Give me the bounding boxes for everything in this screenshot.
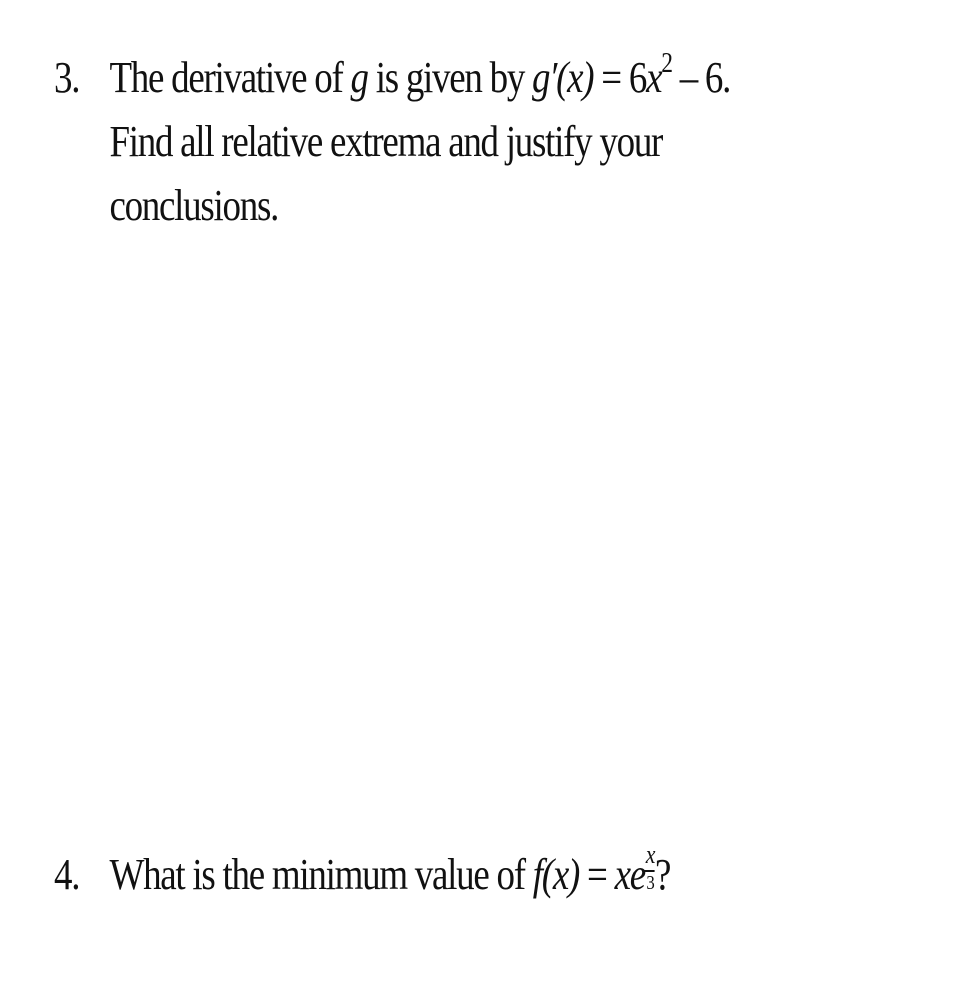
- math-function: g′: [532, 53, 557, 102]
- problem-text: conclusions.: [109, 181, 279, 230]
- math-expression: – 6.: [671, 53, 731, 102]
- fraction-denominator: 3: [646, 872, 654, 894]
- problem-3: [54, 46, 730, 238]
- problem-text: Find all relative extrema and justify your: [109, 117, 663, 166]
- math-variable: g: [350, 53, 368, 102]
- math-expression: = 6: [593, 53, 647, 102]
- problem-4-line-1: [54, 842, 670, 907]
- problem-3-line-1: [54, 46, 730, 110]
- math-expression: xe: [614, 850, 645, 899]
- problem-4: [54, 842, 670, 907]
- math-exponent-fraction: [645, 842, 655, 893]
- math-exponent: 2: [661, 48, 672, 80]
- fraction-numerator: x: [645, 842, 655, 872]
- problem-number: 3.: [54, 53, 80, 102]
- math-function: f: [532, 850, 542, 899]
- question-mark: ?: [654, 850, 671, 899]
- problem-3-line-3: [54, 174, 730, 238]
- math-argument: (x): [556, 53, 594, 102]
- problem-3-line-2: [54, 110, 730, 174]
- problem-text: The derivative of: [109, 53, 351, 102]
- problem-text: is given by: [367, 53, 533, 102]
- math-argument: (x): [541, 850, 580, 899]
- problem-number: 4.: [54, 850, 80, 899]
- math-equals: =: [579, 850, 615, 899]
- math-variable: x: [646, 53, 662, 102]
- problem-text: What is the minimum value of: [109, 850, 533, 899]
